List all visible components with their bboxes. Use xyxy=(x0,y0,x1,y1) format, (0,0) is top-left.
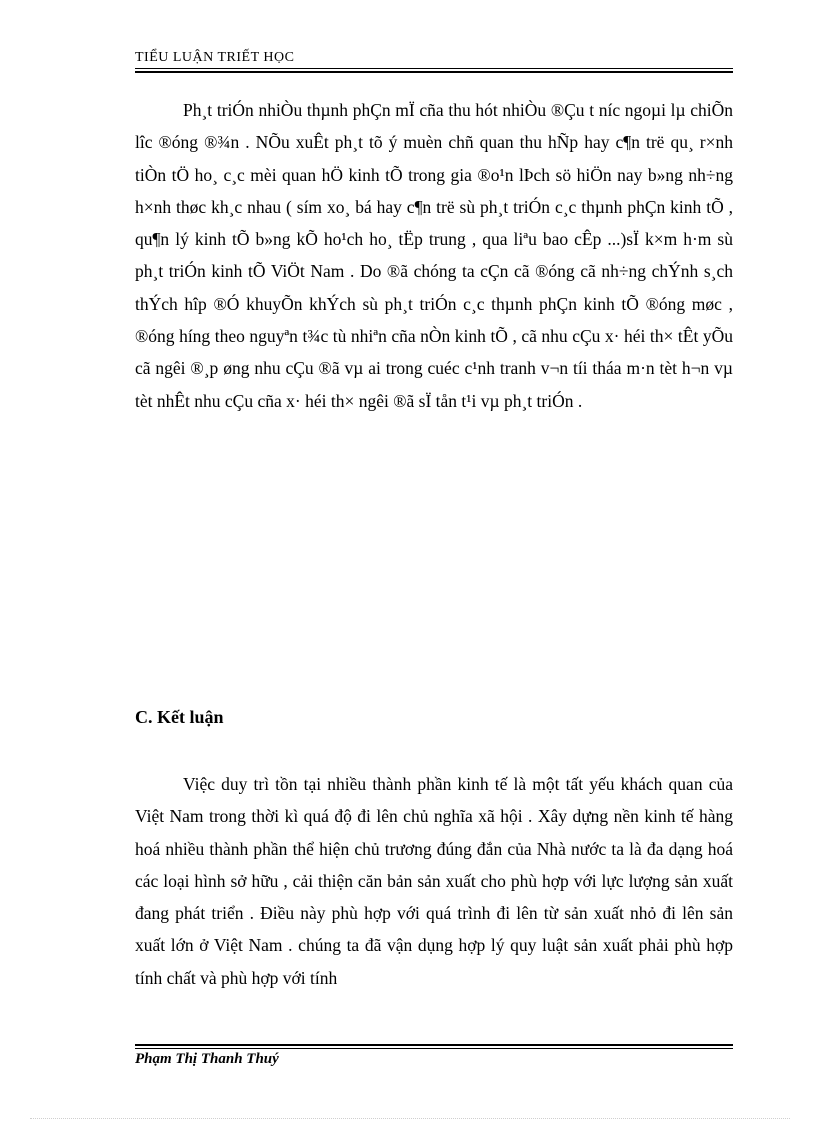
body-paragraph-1 xyxy=(135,94,733,417)
conclusion-paragraph xyxy=(135,768,733,994)
section-heading-conclusion: C. Kết luận xyxy=(135,707,224,727)
running-header-title: TIỂU LUẬN TRIẾT HỌC xyxy=(135,50,295,65)
conclusion-paragraph-text: Việc duy trì tồn tại nhiều thành phần kinh tế là một tất yếu khách quan của Việt Nam trong thời kì quá độ đi lên chủ nghĩa xã hội . Xây dựng nền kinh tế hàng hoá nhiều thành phần thể hiện chủ trương đúng đắn của Nhà nước ta là đa dạng hoá các loại hình sở hữu , cải thiện căn bản sản xuất cho phù hợp với lực lượng sản xuất đang phát triển . Điều này phù hợp với quá trình đi lên từ sản xuất nhỏ đi lên sản xuất lớn ở Việt Nam . chúng ta đã vận dụng hợp lý quy luật sản xuất phải phù hợp tính chất và phù hợp với tính xyxy=(135,774,733,988)
footer-rule-thin xyxy=(135,1048,733,1049)
header-rule-thin xyxy=(135,68,733,69)
body-paragraph-1-text: Ph¸t triÓn nhiÒu thµnh phÇn mÏ cña thu hót nhiÒu ®Çu t níc ngoµi lµ chiÕn lîc ®óng ®¾n . NÕu xuÊt ph¸t tõ ý muèn chñ quan thu hÑp hay c¶n trë qu¸ r×nh tiÒn tÖ ho¸ c¸c mèi quan hÖ kinh tÕ trong gia ®o¹n lÞch sö hiÖn nay b»ng nh÷ng h×nh thøc kh¸c nhau ( sím xo¸ bá hay c¶n trë sù ph¸t triÓn c¸c thµnh phÇn kinh tÕ , qu¶n lý kinh tÕ b»ng kÕ ho¹ch ho¸ tËp trung , qua liªu bao cÊp ...)sÏ k×m h·m sù ph¸t triÓn kinh tÕ ViÖt Nam . Do ®ã chóng ta cÇn cã ®óng cã nh÷ng chÝnh s¸ch thÝch hîp ®Ó khuyÕn khÝch sù ph¸t triÓn c¸c thµnh phÇn kinh tÕ ®óng møc , ®óng híng theo nguyªn t¾c tù nhiªn cña nÒn kinh tÕ , cã nhu cÇu x· héi th× tÊt yÕu cã ngêi ®¸p øng nhu cÇu ®ã vµ ai trong cuéc c¹nh tranh v¬n tíi tháa m·n tèt h¬n vµ tèt nhÊt nhu cÇu cña x· héi th× ngêi ®ã sÏ tån t¹i vµ ph¸t triÓn . xyxy=(135,100,733,411)
footer-author-name: Phạm Thị Thanh Thuý xyxy=(135,1051,279,1067)
header-rule-thick xyxy=(135,71,733,73)
footer-rule-thick xyxy=(135,1044,733,1046)
page-bottom-edge xyxy=(30,1118,790,1119)
